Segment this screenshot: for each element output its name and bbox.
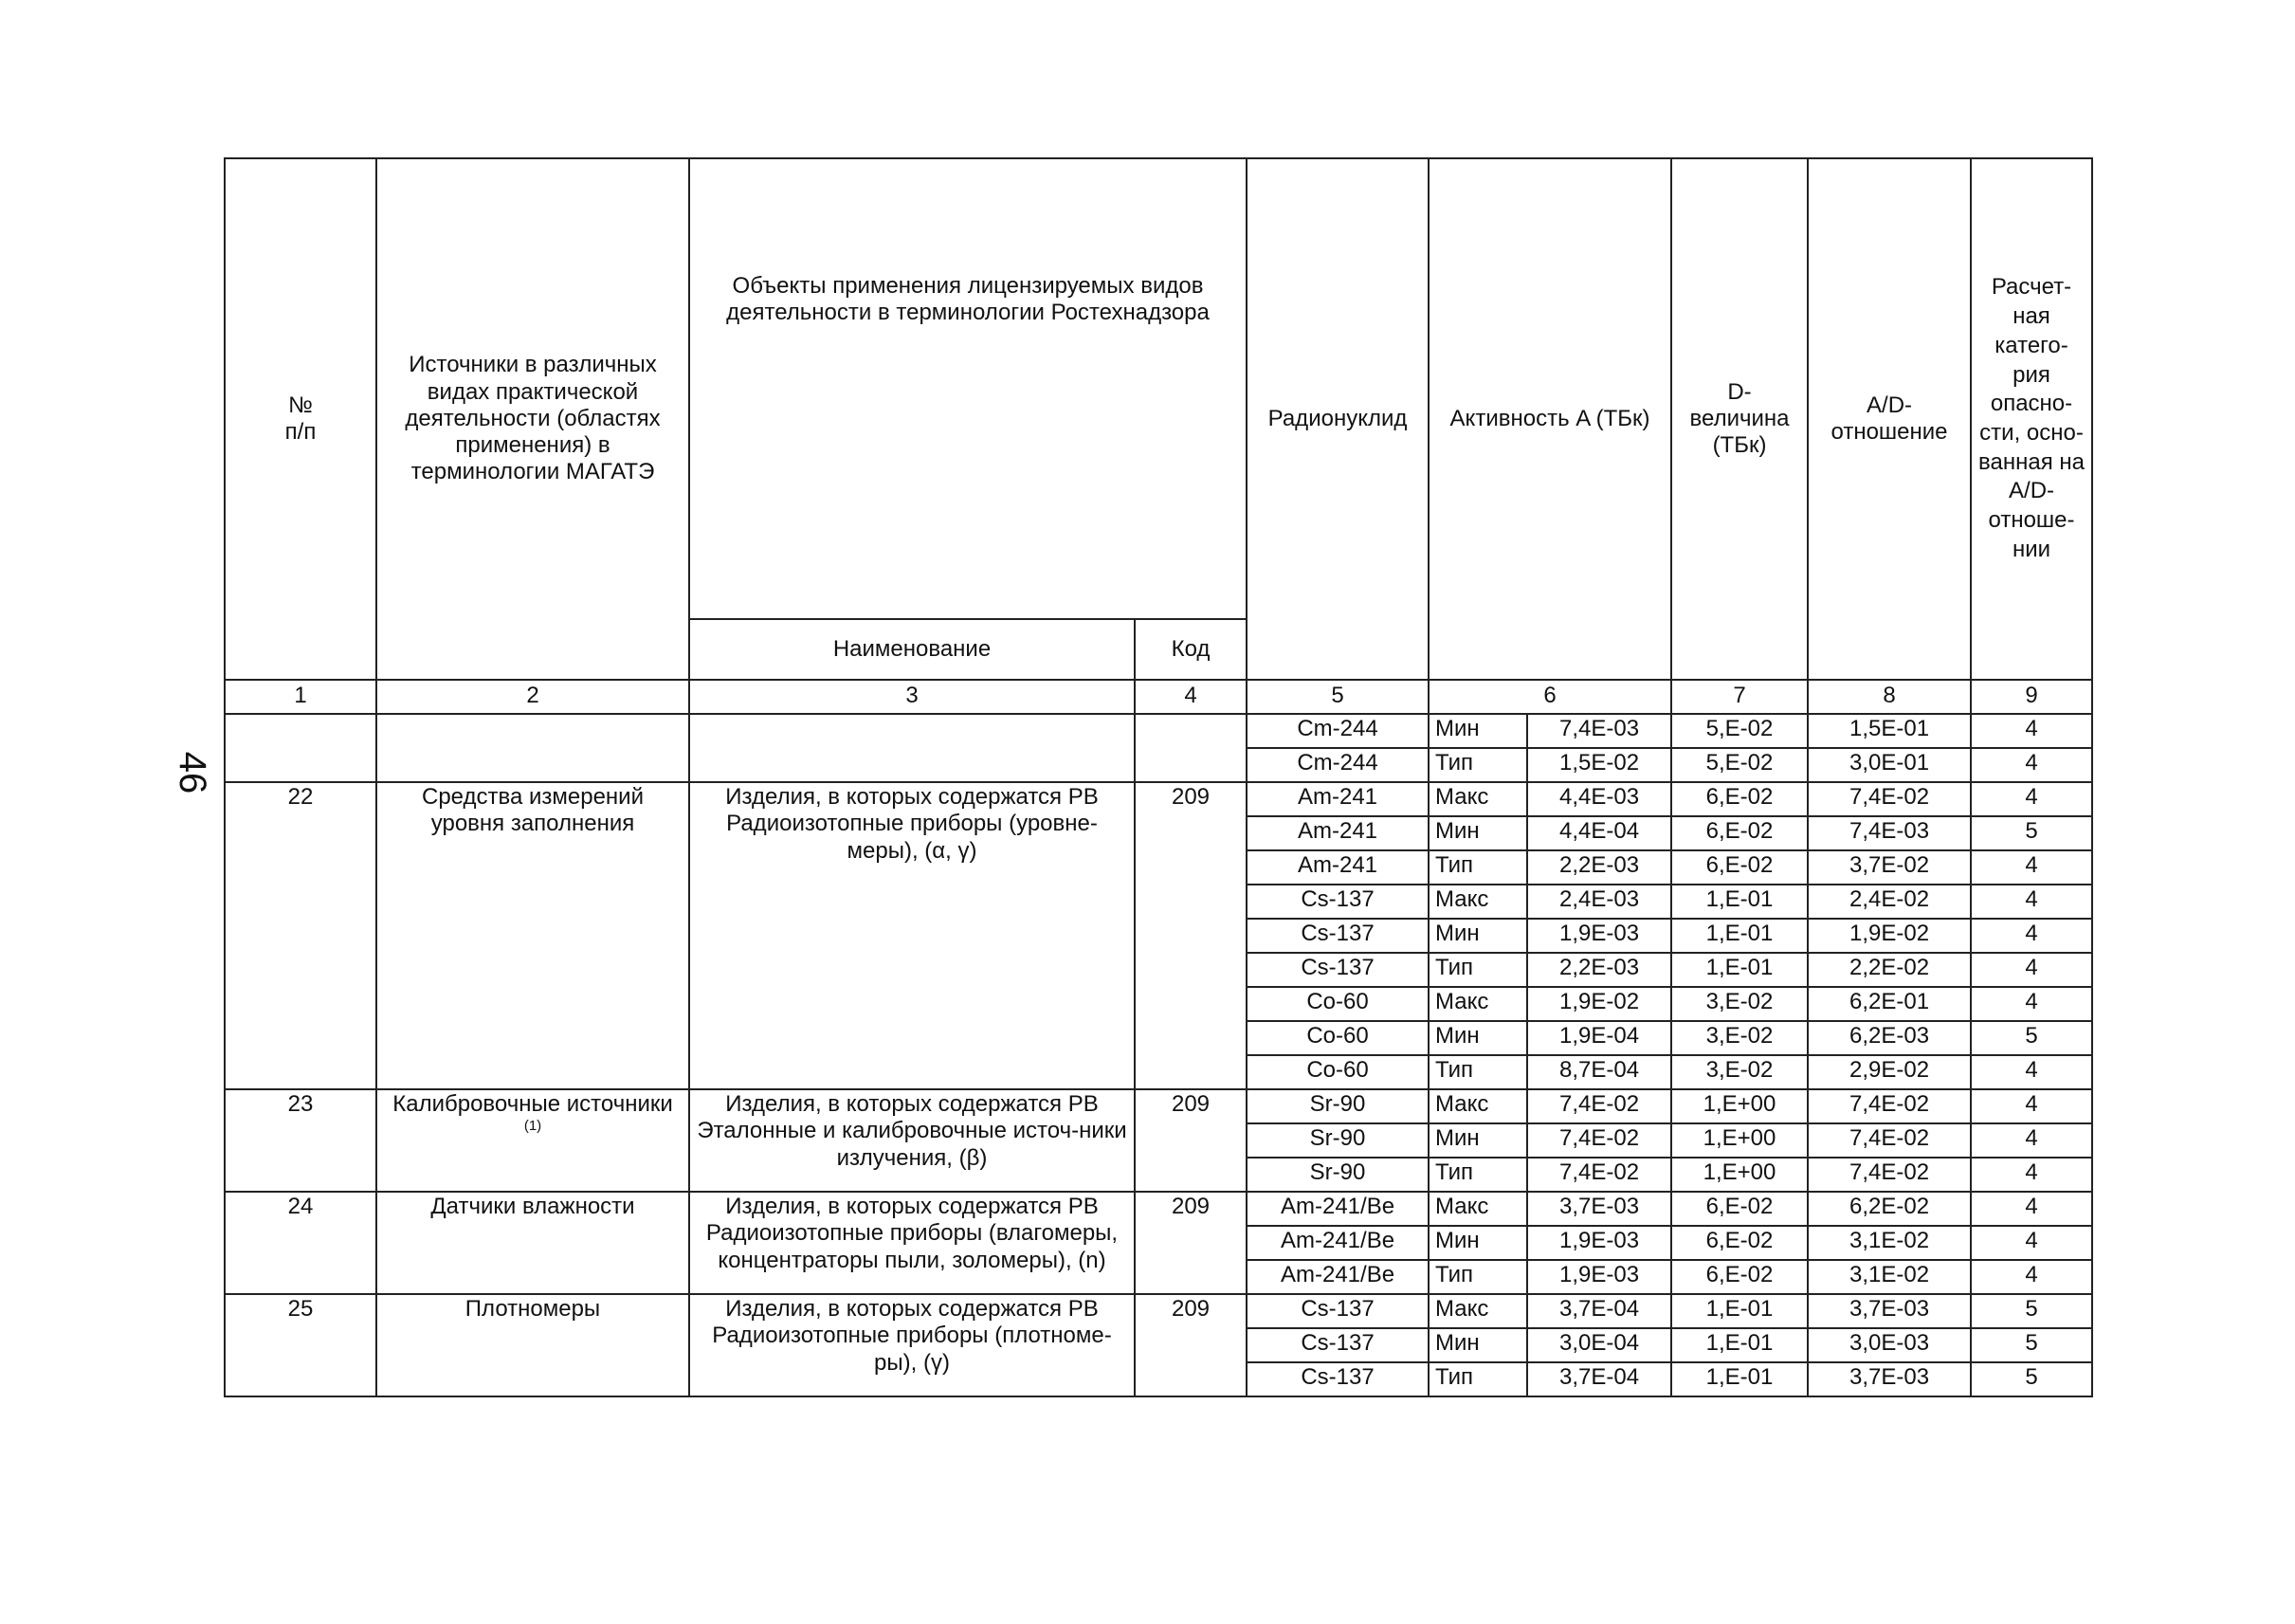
- ad-ratio-cell: 2,2E-02: [1808, 953, 1971, 987]
- ad-ratio-cell: 7,4E-02: [1808, 1123, 1971, 1158]
- activity-level-cell: Макс: [1429, 1192, 1527, 1226]
- object-name: Изделия, в которых содержатся РВ Радиоизотопные приборы (влагомеры, концентраторы пыли, золомеры), (n): [689, 1192, 1135, 1294]
- activity-level-cell: Тип: [1429, 748, 1527, 782]
- category-cell: 4: [1971, 1089, 2092, 1123]
- column-number: 6: [1429, 680, 1671, 714]
- d-value-cell: 1,E-01: [1671, 1362, 1808, 1396]
- activity-value-cell: 7,4E-03: [1527, 714, 1671, 748]
- d-value-cell: 1,E-01: [1671, 953, 1808, 987]
- source-area: [376, 1294, 689, 1396]
- activity-value-cell: 4,4E-03: [1527, 782, 1671, 816]
- column-number: 2: [376, 680, 689, 714]
- d-value-cell: 1,E+00: [1671, 1158, 1808, 1192]
- radionuclide-cell: Am-241/Be: [1247, 1226, 1429, 1260]
- d-value-cell: 3,E-02: [1671, 1021, 1808, 1055]
- activity-value-cell: 3,0E-04: [1527, 1328, 1671, 1362]
- activity-value-cell: 1,9E-03: [1527, 919, 1671, 953]
- row-number: 23: [225, 1089, 376, 1192]
- source-area: [376, 714, 689, 782]
- activity-level-cell: Тип: [1429, 1362, 1527, 1396]
- radionuclide-cell: Cs-137: [1247, 1328, 1429, 1362]
- ad-ratio-cell: 3,1E-02: [1808, 1260, 1971, 1294]
- activity-value-cell: 3,7E-03: [1527, 1192, 1671, 1226]
- object-name: Изделия, в которых содержатся РВ Радиоизотопные приборы (уровне-меры), (α, γ): [689, 782, 1135, 1089]
- activity-level-cell: Тип: [1429, 953, 1527, 987]
- category-cell: 5: [1971, 1328, 2092, 1362]
- category-cell: 4: [1971, 1055, 2092, 1089]
- category-cell: 4: [1971, 1123, 2092, 1158]
- object-code: 209: [1135, 1192, 1247, 1294]
- activity-level-cell: Тип: [1429, 850, 1527, 885]
- radionuclide-cell: Sr-90: [1247, 1089, 1429, 1123]
- d-value-cell: 1,E-01: [1671, 919, 1808, 953]
- ad-ratio-cell: 3,7E-03: [1808, 1294, 1971, 1328]
- activity-level-cell: Мин: [1429, 1123, 1527, 1158]
- row-number: 24: [225, 1192, 376, 1294]
- ad-ratio-cell: 7,4E-02: [1808, 1158, 1971, 1192]
- radionuclide-cell: Co-60: [1247, 987, 1429, 1021]
- column-number: 1: [225, 680, 376, 714]
- header-code: Код: [1135, 619, 1247, 680]
- table-row: [225, 1089, 2092, 1123]
- radionuclide-cell: Cs-137: [1247, 885, 1429, 919]
- category-cell: 5: [1971, 1021, 2092, 1055]
- table-header: [225, 158, 2092, 680]
- ad-ratio-cell: 7,4E-03: [1808, 816, 1971, 850]
- radionuclide-cell: Cs-137: [1247, 1362, 1429, 1396]
- source-area: [376, 1089, 689, 1192]
- ad-ratio-cell: 7,4E-02: [1808, 782, 1971, 816]
- source-area: [376, 1192, 689, 1294]
- column-number: 7: [1671, 680, 1808, 714]
- d-value-cell: 5,E-02: [1671, 714, 1808, 748]
- row-number: [225, 714, 376, 782]
- d-value-cell: 1,E+00: [1671, 1123, 1808, 1158]
- ad-ratio-cell: 2,4E-02: [1808, 885, 1971, 919]
- row-number: 25: [225, 1294, 376, 1396]
- activity-value-cell: 8,7E-04: [1527, 1055, 1671, 1089]
- source-area: [376, 782, 689, 1089]
- radionuclide-cell: Am-241/Be: [1247, 1192, 1429, 1226]
- radionuclide-cell: Co-60: [1247, 1055, 1429, 1089]
- radionuclide-cell: Sr-90: [1247, 1123, 1429, 1158]
- activity-value-cell: 7,4E-02: [1527, 1089, 1671, 1123]
- table-body: [225, 714, 2092, 1396]
- category-cell: 4: [1971, 850, 2092, 885]
- d-value-cell: 1,E-01: [1671, 1328, 1808, 1362]
- object-name: [689, 714, 1135, 782]
- activity-level-cell: Тип: [1429, 1158, 1527, 1192]
- category-cell: 5: [1971, 1362, 2092, 1396]
- activity-value-cell: 4,4E-04: [1527, 816, 1671, 850]
- ad-ratio-cell: 1,9E-02: [1808, 919, 1971, 953]
- radionuclide-cell: Am-241: [1247, 816, 1429, 850]
- ad-ratio-cell: 6,2E-02: [1808, 1192, 1971, 1226]
- d-value-cell: 6,E-02: [1671, 782, 1808, 816]
- d-value-cell: 6,E-02: [1671, 816, 1808, 850]
- radionuclide-cell: Cm-244: [1247, 714, 1429, 748]
- ad-ratio-cell: 3,7E-02: [1808, 850, 1971, 885]
- category-cell: 4: [1971, 1260, 2092, 1294]
- radionuclide-cell: Co-60: [1247, 1021, 1429, 1055]
- category-cell: 4: [1971, 748, 2092, 782]
- activity-level-cell: Мин: [1429, 1226, 1527, 1260]
- activity-value-cell: 3,7E-04: [1527, 1294, 1671, 1328]
- activity-level-cell: Мин: [1429, 816, 1527, 850]
- source-area-text: Средства измерений уровня заполнения: [421, 784, 644, 837]
- activity-value-cell: 1,9E-03: [1527, 1226, 1671, 1260]
- category-cell: 4: [1971, 714, 2092, 748]
- activity-value-cell: 7,4E-02: [1527, 1123, 1671, 1158]
- radionuclide-cell: Am-241/Be: [1247, 1260, 1429, 1294]
- table-row: [225, 782, 2092, 816]
- object-name: Изделия, в которых содержатся РВ Эталонные и калибровочные источ-ники излучения, (β): [689, 1089, 1135, 1192]
- d-value-cell: 5,E-02: [1671, 748, 1808, 782]
- activity-level-cell: Макс: [1429, 782, 1527, 816]
- d-value-cell: 6,E-02: [1671, 1226, 1808, 1260]
- object-code: [1135, 714, 1247, 782]
- ad-ratio-cell: 6,2E-01: [1808, 987, 1971, 1021]
- d-value-cell: 6,E-02: [1671, 1192, 1808, 1226]
- radionuclide-cell: Cs-137: [1247, 919, 1429, 953]
- header-d-value: D-величина (ТБк): [1671, 158, 1808, 680]
- category-cell: 4: [1971, 919, 2092, 953]
- d-value-cell: 3,E-02: [1671, 1055, 1808, 1089]
- d-value-cell: 6,E-02: [1671, 1260, 1808, 1294]
- d-value-cell: 1,E+00: [1671, 1089, 1808, 1123]
- ad-ratio-cell: 3,1E-02: [1808, 1226, 1971, 1260]
- column-number: 9: [1971, 680, 2092, 714]
- category-cell: 4: [1971, 987, 2092, 1021]
- table-row: [225, 1192, 2092, 1226]
- header-activity: Активность A (ТБк): [1429, 158, 1671, 680]
- object-code: 209: [1135, 782, 1247, 1089]
- category-cell: 4: [1971, 1226, 2092, 1260]
- category-cell: 4: [1971, 953, 2092, 987]
- footnote-mark: (1): [523, 1118, 542, 1135]
- radionuclide-cell: Cs-137: [1247, 1294, 1429, 1328]
- source-area-text: Датчики влажности: [430, 1194, 635, 1219]
- activity-value-cell: 2,2E-03: [1527, 953, 1671, 987]
- ad-ratio-cell: 3,0E-01: [1808, 748, 1971, 782]
- activity-value-cell: 7,4E-02: [1527, 1158, 1671, 1192]
- header-radionuclide: Радионуклид: [1247, 158, 1429, 680]
- row-number: 22: [225, 782, 376, 1089]
- d-value-cell: 6,E-02: [1671, 850, 1808, 885]
- d-value-cell: 3,E-02: [1671, 987, 1808, 1021]
- header-category: Расчет-ная катего-рия опасно-сти, осно-ванная на A/D-отноше-нии: [1971, 158, 2092, 680]
- category-cell: 4: [1971, 782, 2092, 816]
- activity-value-cell: 1,9E-04: [1527, 1021, 1671, 1055]
- activity-value-cell: 1,5E-02: [1527, 748, 1671, 782]
- activity-level-cell: Тип: [1429, 1260, 1527, 1294]
- d-value-cell: 1,E-01: [1671, 885, 1808, 919]
- activity-level-cell: Макс: [1429, 987, 1527, 1021]
- activity-value-cell: 2,4E-03: [1527, 885, 1671, 919]
- radionuclide-cell: Cm-244: [1247, 748, 1429, 782]
- activity-level-cell: Мин: [1429, 714, 1527, 748]
- source-area-text: Плотномеры: [464, 1296, 601, 1322]
- ad-ratio-cell: 6,2E-03: [1808, 1021, 1971, 1055]
- ad-ratio-cell: 7,4E-02: [1808, 1089, 1971, 1123]
- activity-value-cell: 1,9E-03: [1527, 1260, 1671, 1294]
- object-code: 209: [1135, 1089, 1247, 1192]
- radionuclide-cell: Am-241: [1247, 782, 1429, 816]
- activity-level-cell: Макс: [1429, 1294, 1527, 1328]
- column-number-row: [225, 680, 2092, 714]
- activity-value-cell: 2,2E-03: [1527, 850, 1671, 885]
- source-area-text: Калибровочные источники: [392, 1091, 673, 1117]
- column-number: 5: [1247, 680, 1429, 714]
- object-name: Изделия, в которых содержатся РВ Радиоизотопные приборы (плотноме-ры), (γ): [689, 1294, 1135, 1396]
- activity-level-cell: Тип: [1429, 1055, 1527, 1089]
- page-number: 46: [172, 751, 213, 794]
- activity-level-cell: Макс: [1429, 885, 1527, 919]
- header-sources: Источники в различных видах практической деятельности (областях применения) в терминологии МАГАТЭ: [376, 158, 689, 680]
- header-name: Наименование: [689, 619, 1135, 680]
- header-objects: Объекты применения лицензируемых видов деятельности в терминологии Ростехнадзора: [689, 158, 1247, 619]
- category-cell: 4: [1971, 885, 2092, 919]
- activity-value-cell: 1,9E-02: [1527, 987, 1671, 1021]
- activity-level-cell: Макс: [1429, 1089, 1527, 1123]
- object-code: 209: [1135, 1294, 1247, 1396]
- column-number: 8: [1808, 680, 1971, 714]
- ad-ratio-cell: 1,5E-01: [1808, 714, 1971, 748]
- category-cell: 4: [1971, 1158, 2092, 1192]
- activity-value-cell: 3,7E-04: [1527, 1362, 1671, 1396]
- radionuclide-cell: Cs-137: [1247, 953, 1429, 987]
- category-cell: 4: [1971, 1192, 2092, 1226]
- ad-ratio-cell: 3,7E-03: [1808, 1362, 1971, 1396]
- radionuclide-cell: Sr-90: [1247, 1158, 1429, 1192]
- activity-level-cell: Мин: [1429, 919, 1527, 953]
- radionuclide-table: [224, 157, 2093, 1397]
- table-row: [225, 1294, 2092, 1328]
- d-value-cell: 1,E-01: [1671, 1294, 1808, 1328]
- column-number: 3: [689, 680, 1135, 714]
- header-num: № п/п: [225, 158, 376, 680]
- table-row: [225, 714, 2092, 748]
- header-ad-ratio: A/D-отношение: [1808, 158, 1971, 680]
- ad-ratio-cell: 3,0E-03: [1808, 1328, 1971, 1362]
- radionuclide-cell: Am-241: [1247, 850, 1429, 885]
- column-number: 4: [1135, 680, 1247, 714]
- category-cell: 5: [1971, 816, 2092, 850]
- category-cell: 5: [1971, 1294, 2092, 1328]
- activity-level-cell: Мин: [1429, 1328, 1527, 1362]
- ad-ratio-cell: 2,9E-02: [1808, 1055, 1971, 1089]
- activity-level-cell: Мин: [1429, 1021, 1527, 1055]
